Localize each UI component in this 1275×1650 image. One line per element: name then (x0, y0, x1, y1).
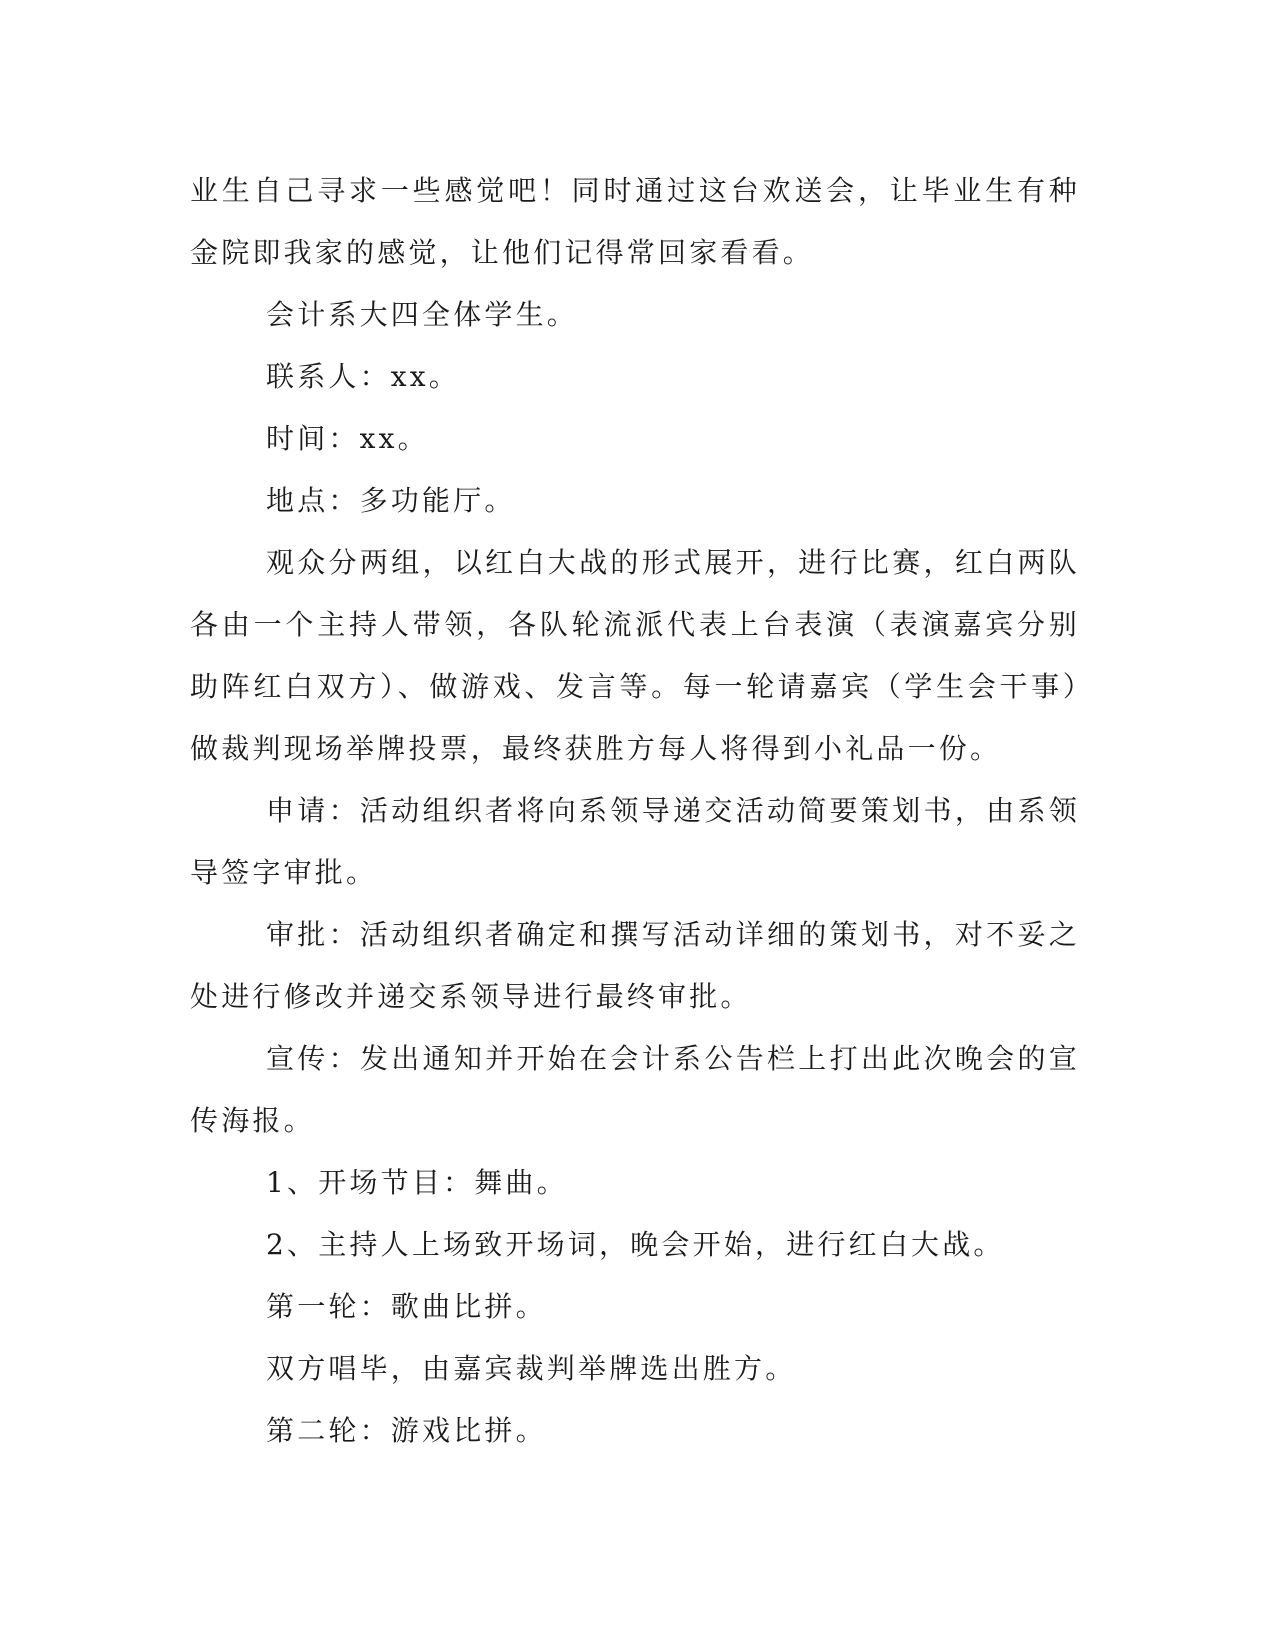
paragraph-8: 审批：活动组织者确定和撰写活动详细的策划书，对不妥之处进行修改并递交系领导进行最终审批。 (190, 918, 1080, 1013)
paragraph-7: 申请：活动组织者将向系领导递交活动简要策划书，由系领导签字审批。 (190, 794, 1080, 889)
paragraph-5: 地点：多功能厅。 (266, 484, 516, 517)
paragraph-11: 2、主持人上场致开场词，晚会开始，进行红白大战。 (266, 1228, 1005, 1261)
document-body (190, 160, 1080, 1462)
paragraph-4: 时间：xx。 (266, 422, 429, 455)
paragraph-13: 双方唱毕，由嘉宾裁判举牌选出胜方。 (266, 1352, 797, 1385)
paragraph-6: 观众分两组，以红白大战的形式展开，进行比赛，红白两队各由一个主持人带领，各队轮流派代表上台表演（表演嘉宾分别助阵红白双方）、做游戏、发言等。每一轮请嘉宾（学生会干事）做裁判现场举牌投票，最终获胜方每人将得到小礼品一份。 (190, 546, 1080, 765)
paragraph-2: 会计系大四全体学生。 (266, 298, 579, 331)
paragraph-12: 第一轮：歌曲比拼。 (266, 1290, 547, 1323)
paragraph-3: 联系人：xx。 (266, 360, 460, 393)
paragraph-10: 1、开场节目：舞曲。 (266, 1166, 568, 1199)
paragraph-9: 宣传：发出通知并开始在会计系公告栏上打出此次晚会的宣传海报。 (190, 1042, 1080, 1137)
paragraph-14: 第二轮：游戏比拼。 (266, 1414, 547, 1447)
paragraph-1: 业生自己寻求一些感觉吧！同时通过这台欢送会，让毕业生有种金院即我家的感觉，让他们记得常回家看看。 (190, 174, 1080, 269)
